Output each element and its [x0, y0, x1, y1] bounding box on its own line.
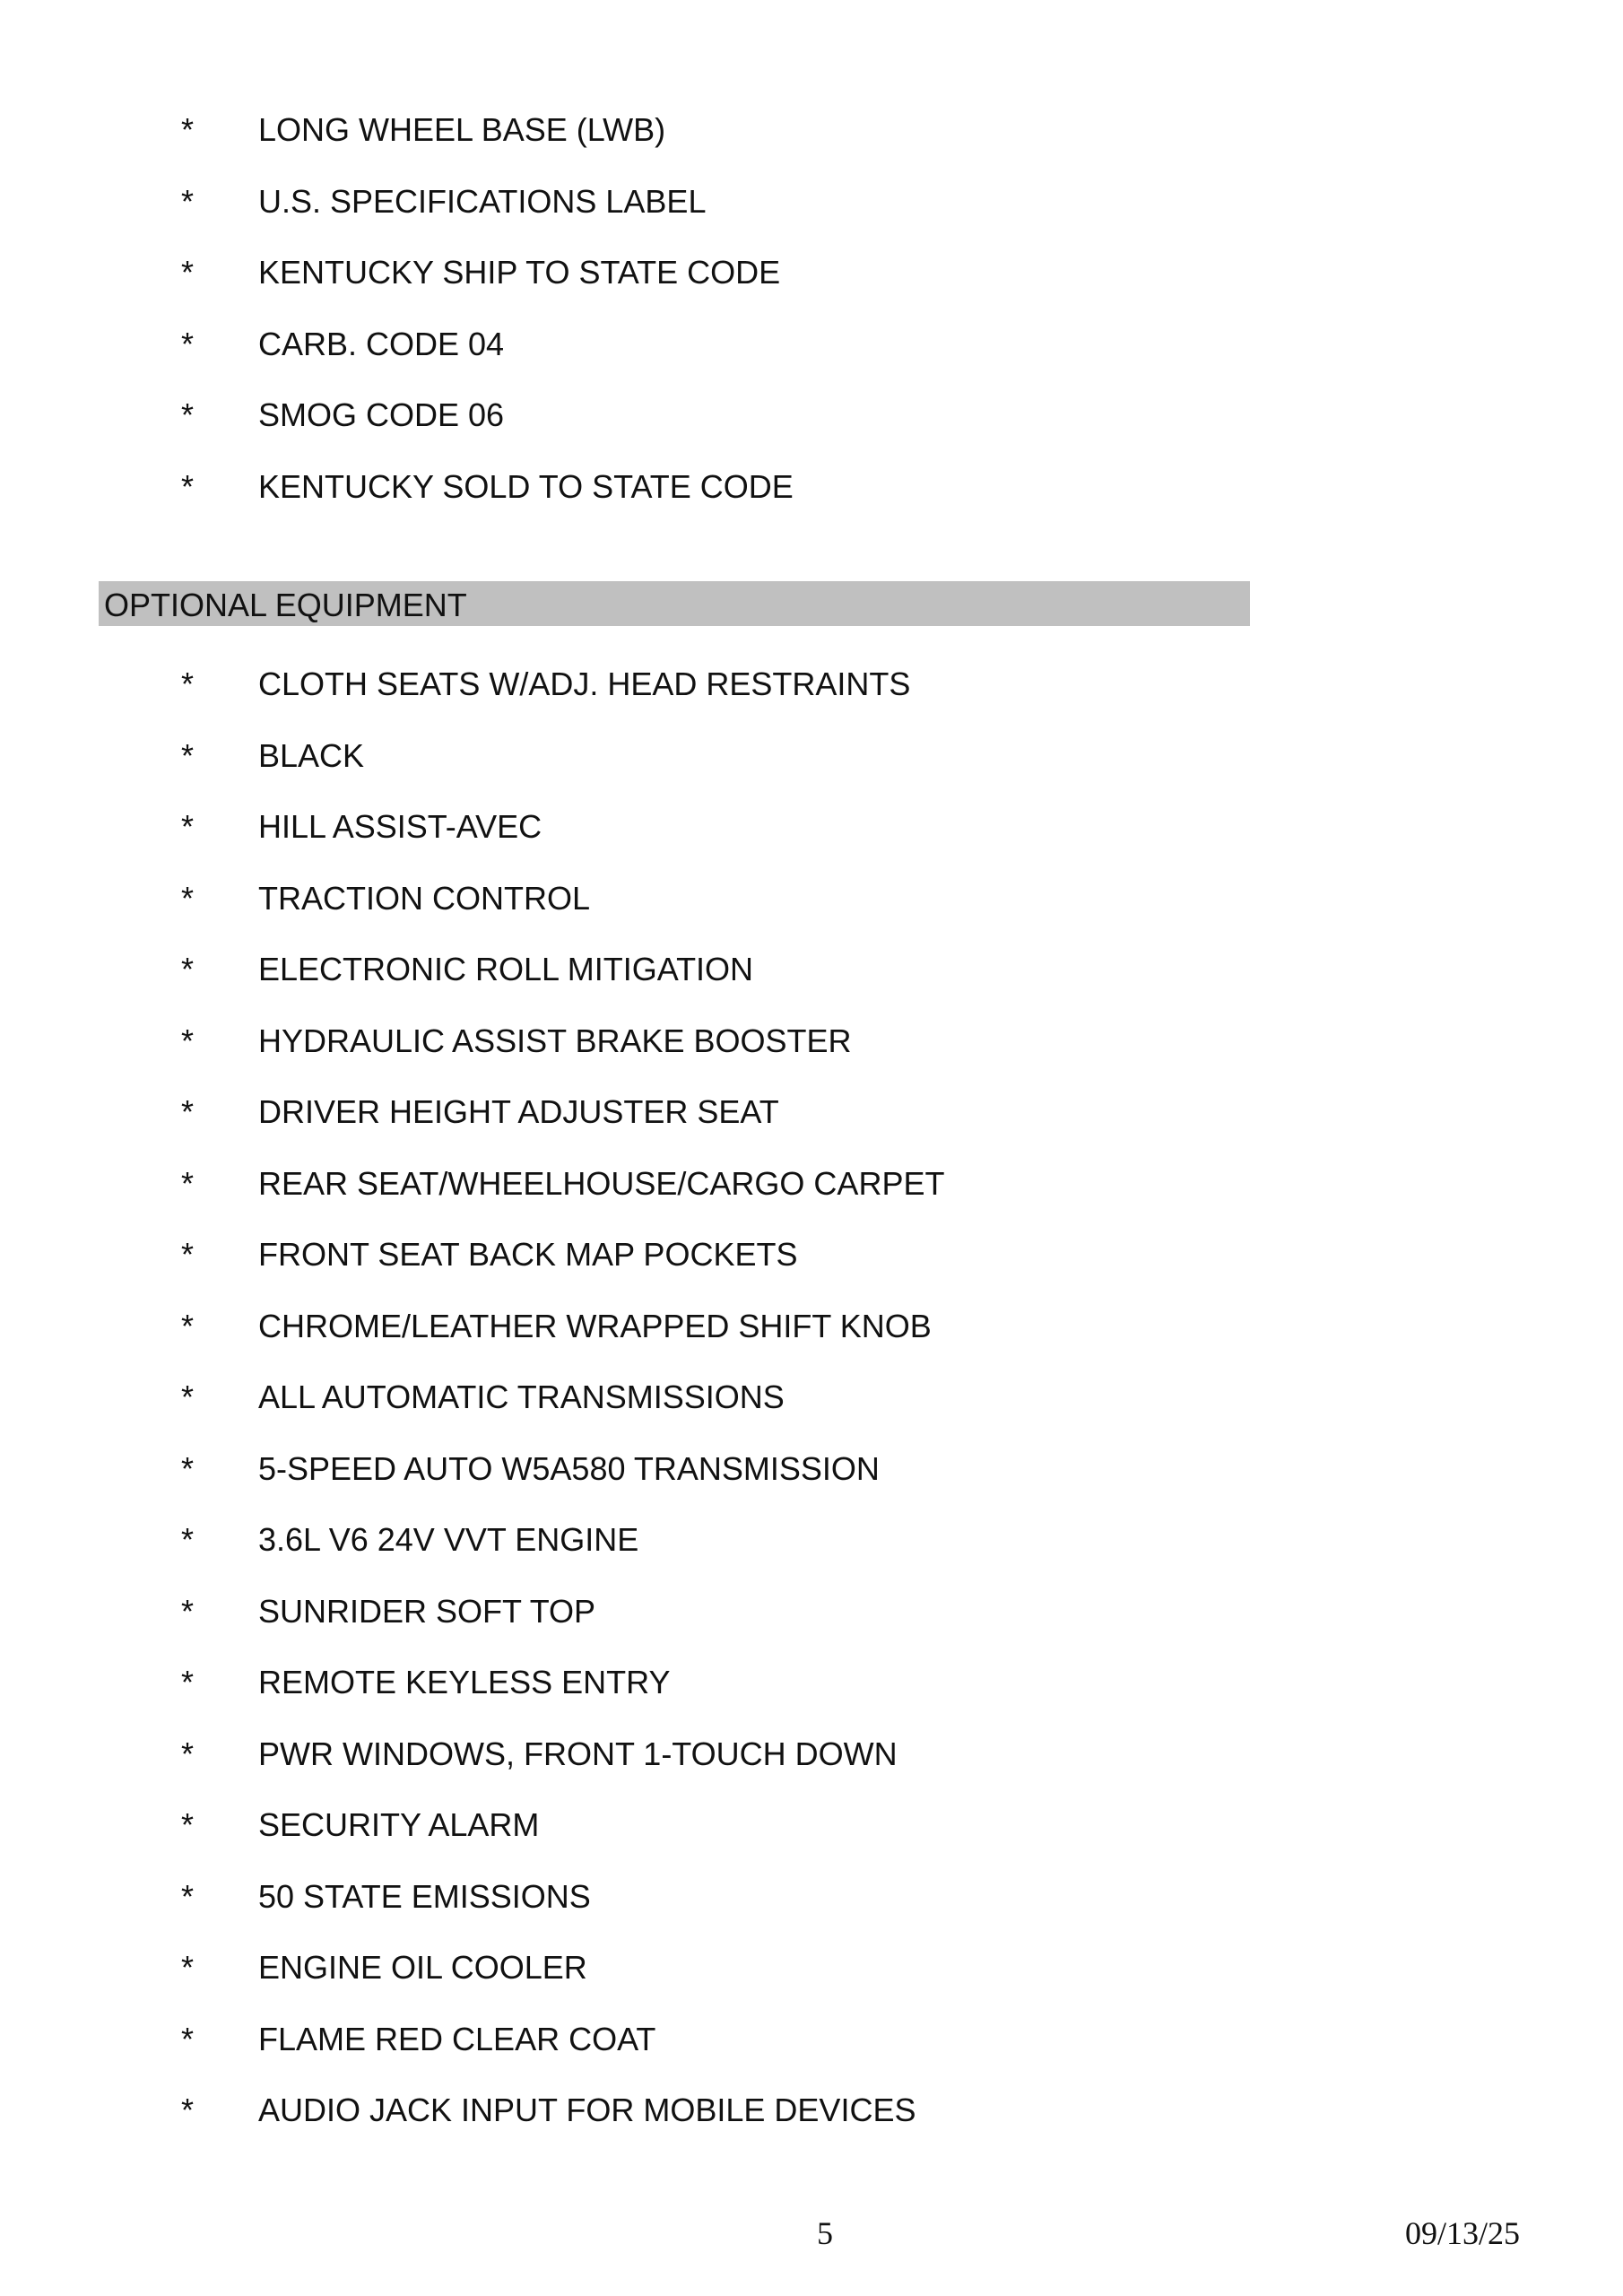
list-item [0, 1159, 1623, 1231]
bullet: * [181, 1664, 195, 1700]
bullet: * [181, 1735, 195, 1772]
bullet: * [181, 1022, 195, 1059]
bullet: * [181, 1521, 195, 1558]
bullet: * [181, 182, 195, 220]
standard-features-list [0, 105, 1623, 533]
list-item [0, 105, 1623, 177]
list-item [0, 390, 1623, 462]
item-text: REMOTE KEYLESS ENTRY [258, 1664, 671, 1700]
item-text: CHROME/LEATHER WRAPPED SHIFT KNOB [258, 1307, 932, 1344]
bullet: * [181, 1307, 195, 1344]
bullet: * [181, 2092, 195, 2128]
item-text: SUNRIDER SOFT TOP [258, 1592, 596, 1630]
list-item [0, 1087, 1623, 1159]
list-item [0, 2085, 1623, 2157]
list-item [0, 1800, 1623, 1872]
bullet: * [181, 2020, 195, 2057]
item-text: FRONT SEAT BACK MAP POCKETS [258, 1236, 798, 1273]
bullet: * [181, 325, 195, 362]
list-item [0, 1301, 1623, 1373]
item-text: HYDRAULIC ASSIST BRAKE BOOSTER [258, 1022, 852, 1059]
section-title: OPTIONAL EQUIPMENT [104, 587, 467, 623]
bullet: * [181, 467, 195, 505]
optional-equipment-list [0, 659, 1623, 2157]
item-text: AUDIO JACK INPUT FOR MOBILE DEVICES [258, 2092, 916, 2128]
list-item [0, 2014, 1623, 2086]
page-number: 5 [817, 2215, 833, 2251]
item-text: SECURITY ALARM [258, 1806, 540, 1843]
list-item [0, 462, 1623, 534]
item-text: PWR WINDOWS, FRONT 1-TOUCH DOWN [258, 1735, 898, 1772]
item-text: ELECTRONIC ROLL MITIGATION [258, 951, 754, 987]
bullet: * [181, 1093, 195, 1130]
item-text: DRIVER HEIGHT ADJUSTER SEAT [258, 1093, 779, 1130]
list-item [0, 1515, 1623, 1587]
list-item [0, 1587, 1623, 1658]
list-item [0, 1657, 1623, 1729]
bullet: * [181, 1592, 195, 1630]
item-text: CLOTH SEATS W/ADJ. HEAD RESTRAINTS [258, 665, 911, 702]
list-item [0, 1444, 1623, 1516]
bullet: * [181, 736, 195, 774]
list-item [0, 659, 1623, 731]
bullet: * [181, 1949, 195, 1986]
item-text: CARB. CODE 04 [258, 325, 505, 362]
item-text: ENGINE OIL COOLER [258, 1949, 587, 1986]
item-text: SMOG CODE 06 [258, 396, 505, 433]
list-item [0, 1943, 1623, 2014]
item-text: 50 STATE EMISSIONS [258, 1877, 591, 1915]
list-item [0, 944, 1623, 1016]
bullet: * [181, 1449, 195, 1487]
item-text: BLACK [258, 736, 365, 774]
item-text: REAR SEAT/WHEELHOUSE/CARGO CARPET [258, 1164, 945, 1202]
bullet: * [181, 1236, 195, 1273]
list-item [0, 731, 1623, 803]
bullet: * [181, 665, 195, 702]
bullet: * [181, 808, 195, 845]
list-item [0, 1016, 1623, 1088]
item-text: TRACTION CONTROL [258, 879, 591, 917]
list-item [0, 248, 1623, 319]
bullet: * [181, 1164, 195, 1202]
bullet: * [181, 254, 195, 291]
item-text: 3.6L V6 24V VVT ENGINE [258, 1521, 639, 1558]
page-date: 09/13/25 [1405, 2215, 1521, 2251]
bullet: * [181, 951, 195, 987]
bullet: * [181, 1378, 195, 1415]
list-item [0, 1372, 1623, 1444]
item-text: 5-SPEED AUTO W5A580 TRANSMISSION [258, 1449, 880, 1487]
list-item [0, 874, 1623, 945]
item-text: LONG WHEEL BASE (LWB) [258, 111, 666, 148]
bullet: * [181, 1877, 195, 1915]
bullet: * [181, 111, 195, 148]
item-text: ALL AUTOMATIC TRANSMISSIONS [258, 1378, 785, 1415]
item-text: FLAME RED CLEAR COAT [258, 2020, 656, 2057]
list-item [0, 1729, 1623, 1801]
list-item [0, 177, 1623, 248]
bullet: * [181, 879, 195, 917]
item-text: HILL ASSIST-AVEC [258, 808, 542, 845]
list-item [0, 802, 1623, 874]
optional-equipment-header [99, 581, 1250, 626]
bullet: * [181, 396, 195, 433]
list-item [0, 1872, 1623, 1944]
item-text: KENTUCKY SOLD TO STATE CODE [258, 467, 794, 505]
item-text: KENTUCKY SHIP TO STATE CODE [258, 254, 781, 291]
bullet: * [181, 1806, 195, 1843]
list-item [0, 1230, 1623, 1301]
item-text: U.S. SPECIFICATIONS LABEL [258, 182, 707, 220]
list-item [0, 319, 1623, 391]
